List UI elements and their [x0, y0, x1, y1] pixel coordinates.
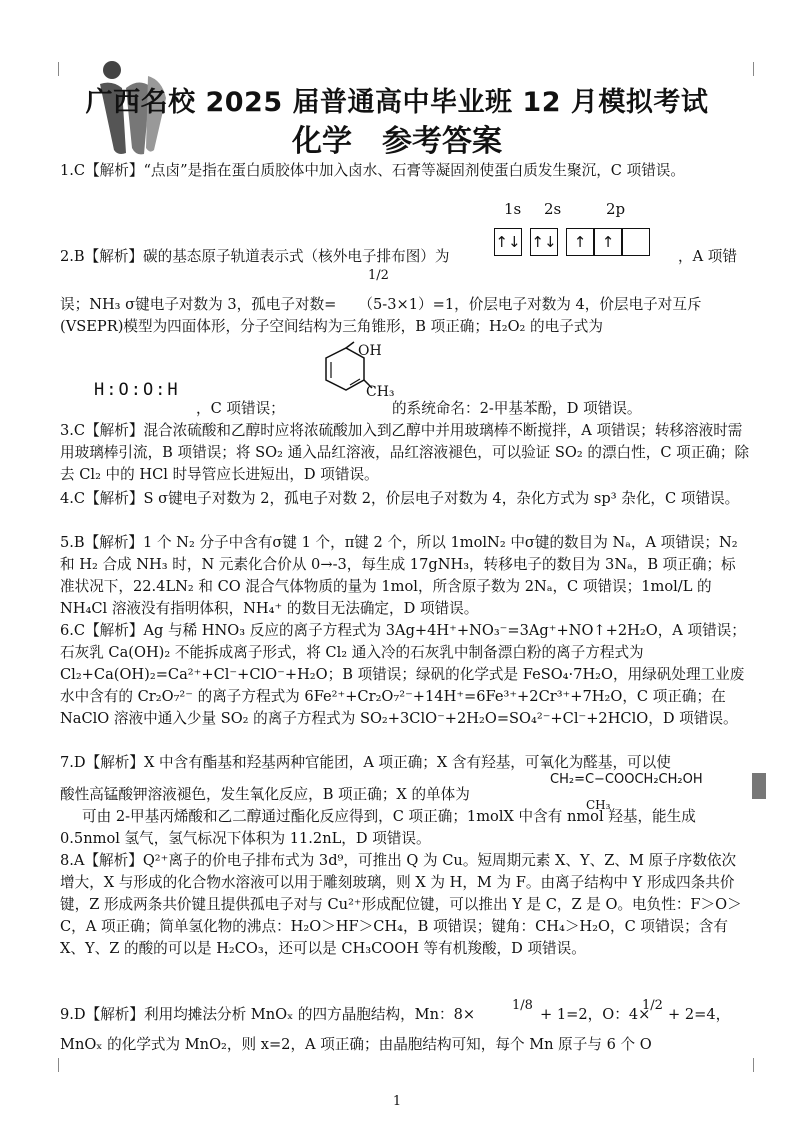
answer-1: 1.C【解析】“点卤”是指在蛋白质胶体中加入卤水、石膏等凝固剂使蛋白质发生聚沉，C 项错误。	[60, 162, 685, 179]
answer-2-tail: ，A 项错	[678, 248, 737, 265]
fraction-half-2: 1/2	[642, 998, 663, 1013]
ch3-label: CH₃	[366, 384, 395, 400]
answer-4: 4.C【解析】S σ键电子对数为 2，孤电子对数 2，价层电子对数为 4，杂化方式为 sp³ 杂化，C 项错误。	[60, 490, 740, 507]
answer-8: 8.A【解析】Q²⁺离子的价电子排布式为 3d⁹，可推出 Q 为 Cu。短周期元素 X、Y、Z、M 原子序数依次增大，X 与形成的化合物水溶液可以用于雕刻玻璃，则 X 为 H，M 为 F。由离子结构中 Y 形成四条共价键，Z 形成两条共价键且提供孤电子对与 Cu²⁺形成配位键，可以推出 Y 是 C，Z 是 O。电负性：F＞O＞C，A 项正确；简单氢化物的沸点：H₂O＞HF＞CH₄，B 项错误；键角：CH₄＞H₂O，C 项错误；含有 X、Y、Z 的酸的可以是 H₂CO₃，还可以是 CH₃COOH 等有机羧酸，D 项错误。	[60, 852, 742, 957]
answer-9-line-1: 9.D【解析】利用均摊法分析 MnOₓ 的四方晶胞结构，Mn：8×	[60, 1006, 476, 1023]
crop-mark-top-right	[739, 62, 754, 76]
crop-mark-bottom-left	[58, 1058, 73, 1072]
crop-mark-bottom-right	[739, 1058, 754, 1072]
oh-label: OH	[358, 343, 382, 359]
answer-9-mid: + 1=2，O：4×	[540, 1006, 651, 1023]
margin-marker	[752, 773, 766, 799]
answer-2-line-1: 2.B【解析】碳的基态原子轨道表示式（核外电子排布图）为	[60, 248, 450, 265]
fraction-eighth: 1/8	[512, 998, 533, 1013]
answer-2-d: 的系统命名：2-甲基苯酚，D 项错误。	[392, 400, 642, 417]
answer-6: 6.C【解析】Ag 与稀 HNO₃ 反应的离子方程式为 3Ag+4H⁺+NO₃⁻=3Ag⁺+NO↑+2H₂O，A 项错误；石灰乳 Ca(OH)₂ 不能拆成离子形式，将 Cl₂ 通入冷的石灰乳中制备漂白粉的离子方程式为 Cl₂+Ca(OH)₂=Ca²⁺+Cl⁻+ClO⁻+H₂O；B 项错误；绿矾的化学式是 FeSO₄·7H₂O，用绿矾处理工业废水中含有的 Cr₂O₇²⁻ 的离子方程式为 6Fe²⁺+Cr₂O₇²⁻+14H⁺=6Fe³⁺+2Cr³⁺+7H₂O，C 项正确；在 NaClO 溶液中通入少量 SO₂ 的离子方程式为 SO₂+3ClO⁻+2H₂O=SO₄²⁻+Cl⁻+2HClO，D 项错误。	[60, 622, 746, 727]
fraction-half: 1/2	[368, 268, 389, 283]
orbital-label-2p: 2p	[606, 200, 626, 218]
orbital-label-2s: 2s	[544, 200, 562, 218]
answer-7-line-1: 7.D【解析】X 中含有酯基和羟基两种官能团，A 项正确；X 含有羟基，可氧化为醛基，可以使	[60, 754, 671, 771]
answer-5: 5.B【解析】1 个 N₂ 分子中含有σ键 1 个，π键 2 个，所以 1molN₂ 中σ键的数目为 Nₐ，A 项错误；N₂ 和 H₂ 合成 NH₃ 时，N 元素化合价从 0→-3，每生成 17gNH₃，转移电子的数目为 3Nₐ，B 项正确；标准状况下，22.4LN₂ 和 CO 混合气体物质的量为 1mol，所含原子数为 2Nₐ，C 项错误；1mol/L 的 NH₄Cl 溶液没有指明体积，NH₄⁺ 的数目无法确定，D 项错误。	[60, 534, 738, 617]
monomer-formula: CH₂=C−COOCH₂CH₂OH	[550, 772, 703, 787]
answer-7-line-2: 酸性高锰酸钾溶液褪色，发生氧化反应，B 项正确；X 的单体为	[60, 786, 470, 803]
exam-title: 广西名校 2025 届普通高中毕业班 12 月模拟考试	[85, 87, 709, 118]
answer-2-c-wrong: ，C 项错误；	[196, 400, 285, 417]
monomer-methyl: CH₃	[586, 798, 611, 812]
crop-mark-top-left	[58, 62, 73, 76]
orbital-box: ↑↓	[530, 228, 558, 256]
answer-7-body: 可由 2-甲基丙烯酸和乙二醇通过酯化反应得到，C 项正确；1molX 中含有 nmol 羟基，能生成 0.5nmol 氢气，氢气标况下体积为 11.2nL，D 项错误。	[60, 808, 696, 847]
orbital-box: ↑↓	[494, 228, 522, 256]
answer-2-body: 误；NH₃ σ键电子对数为 3，孤电子对数= （5-3×1）=1，价层电子对数为 4，价层电子对互斥(VSEPR)模型为四面体形，分子空间结构为三角锥形，B 项正确；H₂O₂ 的电子式为	[60, 296, 702, 335]
answer-9-line-2: MnOₓ 的化学式为 MnO₂，则 x=2，A 项正确；由晶胞结构可知，每个 Mn 原子与 6 个 O	[60, 1036, 652, 1053]
h2o2-electron-formula: H:O:O:H	[94, 380, 180, 400]
answer-3: 3.C【解析】混合浓硫酸和乙醇时应将浓硫酸加入到乙醇中并用玻璃棒不断搅拌，A 项错误；转移溶液时需用玻璃棒引流，B 项错误；将 SO₂ 通入品红溶液，品红溶液褪色，可以验证 SO₂ 的漂白性，C 项正确；除去 Cl₂ 中的 HCl 时导管应长进短出，D 项错误。	[60, 422, 750, 483]
answer-9-end: + 2=4，	[668, 1006, 731, 1023]
page-number: 1	[392, 1094, 402, 1109]
orbital-label-1s: 1s	[504, 200, 522, 218]
orbital-box: ↑	[566, 228, 594, 256]
exam-subtitle: 化学 参考答案	[292, 124, 502, 159]
orbital-box: ↑	[594, 228, 622, 256]
